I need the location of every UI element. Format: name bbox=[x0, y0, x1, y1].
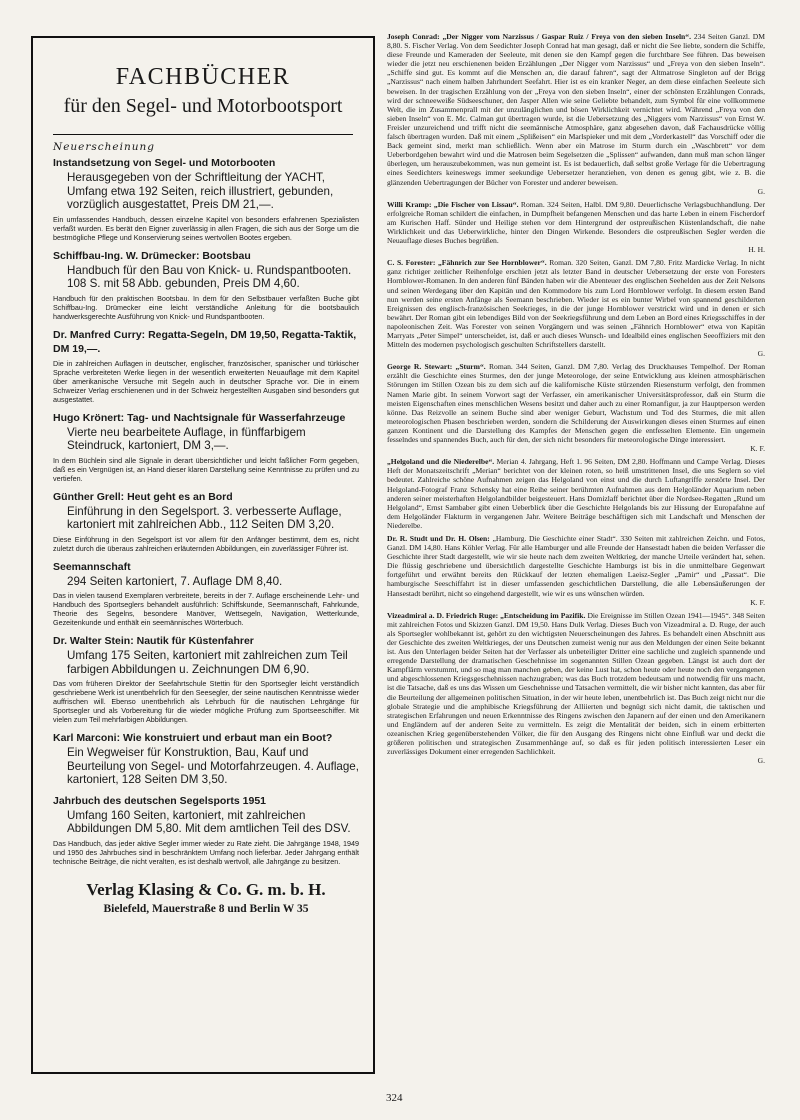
book-entry bbox=[53, 560, 359, 628]
publisher-name: Verlag Klasing & Co. G. m. b. H. bbox=[86, 879, 326, 899]
review-heading: C. S. Forester: „Fähnrich zur See Hornblower“. bbox=[387, 258, 547, 268]
book-note: Diese Einführung in den Segelsport ist vor allem für den Anfänger bestimmt, dem es, nicht zuletzt durch die überaus zahlreichen erläuternden Abbildungen, ein zuverlässiger Führer ist. bbox=[53, 534, 359, 553]
review-entry bbox=[387, 457, 765, 530]
review-entry bbox=[387, 362, 765, 453]
book-title: Karl Marconi: Wie konstruiert und erbaut man ein Boot? bbox=[53, 732, 333, 744]
book-note: In dem Büchlein sind alle Signale in derart übersichtlicher und leicht faßlicher Form gegeben, daß es ein Vergnügen ist, an Hand dieser klaren Darstellung seine Kenntnisse zu prüfen und zu vertiefen. bbox=[53, 455, 359, 483]
review-heading: „Helgoland und die Niederelbe“. bbox=[387, 457, 495, 467]
review-body: Merian 4. Jahrgang, Heft 1. 96 Seiten, DM 2,80. Hoffmann und Campe Verlag. Dieses Heft der Monatszeitschrift „Merian“ berichtet von der kleinen roten, so heiß umstrittenen Insel, die uns Seglern so viel bedeutet. Zahlreiche schöne Aufnahmen zeigen das Helgoland von einst und die durch Luftangriffe zerstörte Insel. Der Helgoland-Fotograf Franz Schensky hat eine Reihe seiner berühmten Aufnahmen aus dem Helgoländer Aquarium neben anderen seiner meisterhaften Helgolandbilder beigesteuert. Hans Domizlaff berichtet über die Nordsee-Regatten „Rund um Helgoland“, Ernst Sambaber gibt einen Ueberblick über die Geschichte Helgolands bis zur Hissung der Europafahne auf dem Helgoländer Flakturm in vergangenen Jahr. Weitere Beiträge beschäftigen sich mit Landschaft und Menschen der Niederelbe. bbox=[387, 457, 765, 530]
review-body: Roman. 324 Seiten, Halbl. DM 9,80. Deuerlichsche Verlagsbuchhandlung. Der erfolgreiche Roman schildert die einfachen, in Dumpfheit befangenen Menschen und das harte Leben in einem Fischerdorf am Kurischen Haff. Sünder und Heilige stehen vor dem Hintergrund der ostpreußischen Küstenlandschaft, die nahe Wirklichkeit und das Ueberwirkliche, hinter den Dingen Wirkende. Besonders die ostpreußischen Segler werden die Neuauflage dieses Buches begrüßen. bbox=[387, 199, 765, 246]
book-description: Umfang 160 Seiten, kartoniert, mit zahlreichen Abbildungen DM 5,80. Mit dem amtlichen Teil des DSV. bbox=[67, 808, 351, 835]
book-description: Herausgegeben von der Schriftleitung der YACHT, Umfang etwa 192 Seiten, reich illustriert, gebunden, vorzüglich ausgestattet, Preis DM 21,—. bbox=[67, 171, 334, 211]
review-heading: Willi Kramp: „Die Fischer von Lissau“. bbox=[387, 199, 519, 209]
review-entry bbox=[387, 32, 765, 196]
book-entry bbox=[53, 794, 359, 866]
book-list bbox=[33, 141, 373, 915]
ad-title: FACHBÜCHER bbox=[115, 64, 291, 90]
new-release-label: Neuerscheinung bbox=[53, 141, 156, 153]
review-author: K. F. bbox=[750, 597, 765, 607]
book-title: Seemannschaft bbox=[53, 560, 131, 573]
book-entry bbox=[53, 634, 359, 724]
book-note: Handbuch für den praktischen Bootsbau. In dem für den Selbstbauer verfaßten Buche gibt Schiffbau-Ing. Drümecker eine leicht verständliche Anleitung für die bootsbaulich handwerksgerechte Ausführung von Knick- und Rundspantbooten. bbox=[53, 293, 359, 321]
book-entry bbox=[53, 731, 359, 787]
book-note: Das Handbuch, das jeder aktive Segler immer wieder zu Rate zieht. Die Jahrgänge 1948, 1949 und 1950 des Jahrbuches sind in beschränktem Umfang noch lieferbar. Jeder Jahrgang enthält technische Beiträge, die nicht veralten, es ist deshalb wertvoll, alle Jahrgänge zu besitzen. bbox=[53, 838, 359, 866]
publisher-address: Bielefeld, Mauerstraße 8 und Berlin W 35 bbox=[103, 902, 309, 915]
book-note: Das vom früheren Direktor der Seefahrtschule Stettin für den Sportsegler leicht verständlich geschriebene Werk ist unentbehrlich für den Seesegler, der seine nautischen Kenntnisse wieder auffrischen will. Ebenso unentbehrlich als Lehrbuch für die nautischen Lehrgänge für Sportsegler und als Vorbereitung für die wieder mögliche Prüfung zum Sportseeschiffer. Mit vielen zum Teil mehrfarbigen Abbildungen. bbox=[53, 679, 359, 724]
review-entry bbox=[387, 200, 765, 255]
book-note: Ein umfassendes Handbuch, dessen einzelne Kapitel von besonders erfahrenen Spezialisten verfaßt wurden. Es berät den Eigner zuverlässig in allen Fragen, die sich aus der Sorge um die bestmögliche Pflege und Konservierung seines wertvollen Bootes ergeben. bbox=[53, 214, 359, 242]
book-description: Ein Wegweiser für Konstruktion, Bau, Kauf und Beurteilung von Segel- und Motorfahrzeugen. 4. Auflage, kartoniert, 128 Seiten DM 3,50. bbox=[67, 746, 359, 786]
book-description: Umfang 175 Seiten, kartoniert mit zahlreichen zum Teil farbigen Abbildungen u. Zeichnungen DM 6,90. bbox=[67, 649, 348, 676]
book-note: Die in zahlreichen Auflagen in deutscher, englischer, französischer, spanischer und türkischer Sprache verbreiteten Werke liegen in der wesentlich erweiterten Neuauflage mit dem Kapitel über amerikanische Versuche mit Segeln auch in deutscher Sprache vor. Die in einem Schweizer Verlag erschienenen und in der Schweiz hergestellten Ausgaben sind besonders gut ausgestattet. bbox=[53, 358, 359, 404]
book-description: Einführung in den Segelsport. 3. verbesserte Auflage, kartoniert mit zahlreichen Abb., 112 Seiten DM 3,20. bbox=[67, 504, 342, 531]
review-author: K. F. bbox=[750, 444, 765, 454]
book-title: Hugo Krönert: Tag- und Nachtsignale für Wasserfahrzeuge bbox=[53, 411, 346, 424]
review-entry bbox=[387, 611, 765, 766]
review-body: Roman. 320 Seiten, Ganzl. DM 7,80. Fritz Mardicke Verlag. In nicht ganz richtiger zeitlicher Reihenfolge erschien jetzt als letzter Band in deutscher Uebersetzung der erste von Foresters Hornblower-Romanen. In den anderen fünf Bänden haben wir die Abenteuer des englischen Seehelden aus der Zeit Nelsons und seinen Werdegang über den Kapitän und den Kommodore bis zum Lord Hornblower verfolgt. In diesem ersten Band nun werden seine ersten Anfänge als Seemann beschrieben. Wieder ist es ein bunter Wirbel von spannend geschilderten Ereignissen des englisch-französischen Seekrieges, in die der junge Hornblower verstrickt wird und in denen er sich bewährt. Der Roman gibt ein lebendiges Bild von der Seekriegsführung und dem Leben an Bord eines Kriegsschiffes in der napoleonischen Zeit. Was Forester von seinen Vorgängern und was seinen „Fähnrich Hornblower“ etwa von Kapitän Marryats „Peter Simpel“ unterscheidet, ist, daß er auch dieses Wunsch- und Idealbild eines englischen Seeoffiziers mit den Mitteln des modernen psychologisch geschulten Schriftstellers darstellt. bbox=[387, 258, 765, 350]
book-title: Günther Grell: Heut geht es an Bord bbox=[53, 490, 233, 503]
book-entry bbox=[53, 249, 359, 321]
review-author: G. bbox=[757, 349, 765, 359]
page-number: 324 bbox=[386, 1092, 403, 1104]
divider bbox=[53, 134, 353, 135]
review-body: Roman. 344 Seiten, Ganzl. DM 7,80. Verlag des Druckhauses Tempelhof. Der Roman erzählt die Geschichte eines Sturmes, den der junge Meteorologe, der seine Entwicklung aus kleinen atmosphärischen Störungen im Stillen Ozean bis zu dem sich auf die kalifornische Küste stürzenden Riesensturm verfolgt, den frommen Namen Marie gibt. In seinem Vorwort sagt der Verfasser, ein amerikanischer Universitätsprofessor, daß ein Sturm die meisten Eigenschaften eines menschlichen Wesens besitzt und daher auch zu einer Romanfigur, ja zur Hauptperson werden könne. Das Reizvolle an seinem Buche sind aber weniger Geburt, Wachstum und Tod des Sturmes, die mit allen meteorologischen Phasen beschrieben werden, sondern die Schilderung der Auswirkungen dieses einen Sturmes auf einen ganzen Kontinent und die Darstellung des Kampfes der Menschen gegen die entfesselten Elemente. Ein ungemein fesselndes und spannendes Buch, auch für den, der sich nicht besonders für meteorologische Dinge interessiert. bbox=[387, 362, 765, 445]
book-description: Handbuch für den Bau von Knick- u. Rundspantbooten. 108 S. mit 58 Abb. gebunden, Preis DM 4,60. bbox=[67, 263, 352, 290]
book-description: Vierte neu bearbeitete Auflage, in fünffarbigem Steindruck, kartoniert, DM 3,—. bbox=[67, 425, 306, 452]
review-heading: Dr. R. Studt und Dr. H. Olsen: bbox=[387, 533, 490, 543]
book-title: Dr. Manfred Curry: Regatta-Segeln, DM 19,50, Regatta-Taktik, DM 19,—. bbox=[53, 328, 357, 355]
book-title: Jahrbuch des deutschen Segelsports 1951 bbox=[53, 794, 266, 807]
book-title: Schiffbau-Ing. W. Drümecker: Bootsbau bbox=[53, 249, 251, 262]
book-description: 294 Seiten kartoniert, 7. Auflage DM 8,40. bbox=[67, 574, 283, 588]
review-body: „Hamburg. Die Geschichte einer Stadt“. 330 Seiten mit zahlreichen Zeichn. und Fotos, Ganzl. DM 14,80. Hans Köhler Verlag. Für alle Hamburger und alle Freunde der Hansestadt haben die beiden Verfasser die Geschichte ihrer Stadt dargestellt, wie wir sie heute nach dem zweiten Weltkrieg, der manche Urteile verändert hat, sehen. Die flüssig geschriebene und übersichtlich dargestellte Geschichte Hamburgs ist bis in die unmittelbare Gegenwart fortgeführt und erwähnt bereits den Rückkauf der letzten ehemaligen Laeisz-Segler „Pamir“ und „Passat“. Die hamburgische Seeschiffahrt ist in dieser umfassenden geschichtlichen Darstellung, die alle Lebensäußerungen der Hansestadt berührt, nicht so eingehend dargestellt, wie wir es uns wünschen würden. bbox=[387, 533, 765, 598]
review-heading: George R. Stewart: „Sturm“. bbox=[387, 362, 486, 372]
review-author: G. bbox=[757, 756, 765, 766]
ad-subtitle: für den Segel- und Motorbootsport bbox=[63, 95, 343, 117]
review-body: Die Ereignisse im Stillen Ozean 1941—1945“. 348 Seiten mit zahlreichen Fotos und Skizzen Ganzl. DM 19,50. Hans Dulk Verlag. Dieses Buch von Vizeadmiral a. D. Ruge, der auch als Sportsegler wohlbekannt ist, gehört zu den wichtigsten Neuerscheinungen des Jahres. Es behandelt einen Abschnitt aus der Geschichte des zweiten Weltkrieges, der uns Deutschen zumeist wenig nur aus den Meldungen der einen Seite bekannt ist. Aus den Unterlagen beider Seiten hat der Verfasser als unbeteiligter Dritter eine sachliche und zugleich spannende und erregende Darstellung der dramatischen Geschehnisse im sogenannten Stillen Ozean gegeben. Längst ist auch dort der Kampflärm verstummt, und so mag man manchen geben, der keine Lust hat, schon heute oder heute noch den vergangenen und abgeschlossenen Kriegsgeschehnissen nachzugraben; was das Buch trotzdem bedeutsam und notwendig für uns macht, ist die Tatsache, daß es uns das Wissen um Geschehnisse und Tatsachen vermittelt, die wir bisher nicht kannten, das aber für die Beurteilung der allgemeinen politischen Situation, in der wir heute leben, unentbehrlich ist. Das Buch zeigt nicht nur die globale Strategie und die amphibische Kriegsführung der Alliierten und begnügt sich nicht damit, die taktischen und strategischen Erfahrungen und neuen Erkenntnisse des Ringens zwischen den Japanern auf der einen und den Amerikanern und Engländern auf der anderen Seite zu vermitteln. Es zeigt die Mentalität der beiden, sich in einem erbitterten ozeanischen Krieg gegenüberstehenden Völker, die für den Ausgang des Ringens nicht ohne Einfluß war und deckt die größeren politischen und strategischen Zusammenhänge auf, so daß es für jeden politisch interessierten Leser ein zuverlässiges Dokument einer erregenden Sachlichkeit. bbox=[387, 610, 765, 757]
book-entry bbox=[53, 328, 359, 404]
review-heading: Vizeadmiral a. D. Friedrich Ruge: „Entscheidung im Pazifik. bbox=[387, 610, 586, 620]
review-body: 234 Seiten Ganzl. DM 8,80. S. Fischer Verlag. Von dem Seedichter Joseph Conrad hat man gesagt, daß er nicht die See liebte, sondern die Schiffe, diese Freunde und Kameraden der Seeleute, mit denen sie den Kampf gegen die furchtbare See führen. Das beweisen wieder die jetzt neu erschienenen beiden Erzählungen „Der Nigger vom Narzissus“ und „Freya von den sieben Inseln“. „Schiffe sind gut. Es kommt auf die Menschen an, die darauf fahren“, sagt der Altmatrose Singleton auf der Brigg „Narzissus“ nach einem halben Jahrhundert Seefahrt. Hier ist es ein kranker Neger, an dem diese einfachen Seeleute sich beweisen. In der tragischen Erzählung von der „Freya von den sieben Inseln“, einer der schönsten Erzählungen Conrads, wird der schneeweiße Südseeschuner, den Jasper Allen wie seine Geliebte behandelt, zum Symbol für eine vollkommene Welt, die im Zusammenprall mit der unzulänglichen und bösen Wirklichkeit vernichtet wird. Während „Freya von den sieben Inseln“ von E. Mc. Calman gut übertragen wurde, ist die Uebersetzung des „Niggers vom Narzissus“ von Ernst W. Freisler unzureichend und trifft nicht die seemännische Atmosphäre, ganz abgesehen davon, daß Fachausdrücke völlig falsch übertragen wurden. Daß mit einem „Splißeisen“ ein Marlspieker und mit dem „Vorderkastell“ das Vorschiff oder die Back gemeint sind, merkt man schließlich. Wenn aber ein Matrose im Sturm durch ein „Waschbrett“ vor dem Ueberbordgehen bewahrt wird und die Matrosen beim Segelsetzen die „Splissen“ aufwanden, dann muß man schon länger überlegen, um herauszubekommen, was nun gemeint ist. Es ist bedauerlich, daß selbst große Verlage für die Uebertragung eines Seedichters keineswegs immer seekundige Uebersetzer heranziehen, von denen es genug gibt, wie z. B. die glänzenden Uebertragungen der Bücher von Forester und anderer beweisen. bbox=[387, 32, 765, 187]
review-entry bbox=[387, 258, 765, 358]
review-author: H. H. bbox=[748, 245, 765, 255]
review-entry bbox=[387, 534, 765, 607]
book-title: Dr. Walter Stein: Nautik für Küstenfahrer bbox=[53, 635, 254, 647]
review-author: G. bbox=[757, 186, 765, 196]
review-heading: Joseph Conrad: „Der Nigger vom Narzissus / Gaspar Ruiz / Freya von den sieben Inseln“. bbox=[387, 32, 691, 41]
book-reviews-column bbox=[387, 32, 765, 1062]
advertisement-box bbox=[31, 36, 375, 1074]
book-title: Instandsetzung von Segel- und Motorbooten bbox=[53, 157, 276, 169]
book-entry bbox=[53, 490, 359, 553]
book-note: Das in vielen tausend Exemplaren verbreitete, bereits in der 7. Auflage erscheinende Lehr- und Handbuch des Sportseglers behandelt ausführlich: Schiffskunde, Seemannschaft, Fahrkunde, Theorie des Segelns, besondere Manöver, Wettsegeln, Navigation, Wetterkunde, Gezeitenkunde und enthält ein seemännisches Wörterbuch. bbox=[53, 591, 359, 627]
book-entry bbox=[53, 156, 359, 242]
book-entry bbox=[53, 411, 359, 483]
